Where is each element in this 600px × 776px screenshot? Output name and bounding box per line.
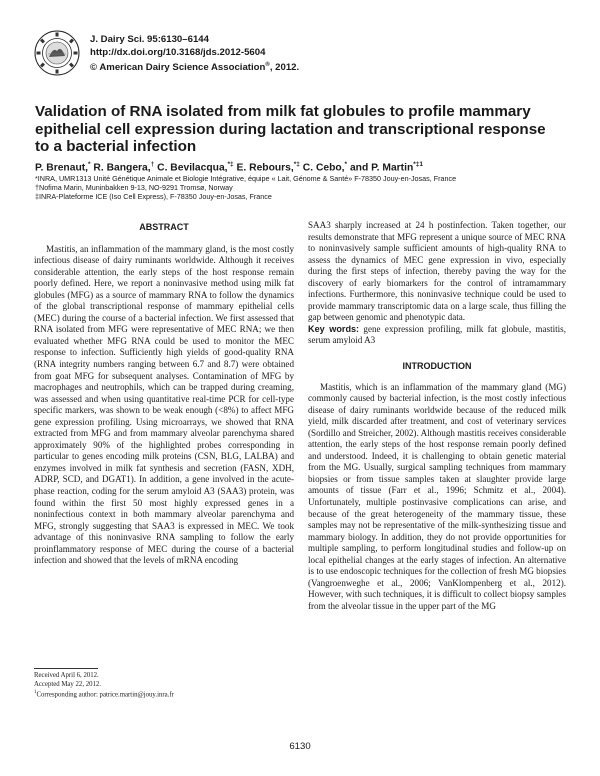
author: C. Cebo, bbox=[299, 162, 345, 174]
author-mark: *‡ bbox=[293, 161, 300, 168]
ads-association-logo bbox=[34, 30, 80, 76]
page-number: 6130 bbox=[289, 741, 311, 752]
footnotes bbox=[34, 672, 294, 700]
author-mark: † bbox=[150, 161, 155, 168]
author-mark: * bbox=[88, 161, 91, 168]
affiliations bbox=[35, 175, 575, 202]
author: and P. Martin bbox=[347, 162, 414, 174]
author: P. Brenaut, bbox=[35, 162, 89, 174]
accepted-date: Accepted May 22, 2012. bbox=[34, 680, 102, 688]
abstract-body: Mastitis, an inflammation of the mammary gland, is the most costly infectious disease of dairy ruminants worldwide. Although it receives considerable attention, the early steps of the host response remain poorly defined. Here, we report a noninvasive method using milk fat globules (MFG) as a source of mammary RNA to follow the dynamics of the global transcriptional response of mammary epithelial cells (MEC) during the course of a bacterial infection. We first assessed that RNA isolated from MFG were representative of MEC RNA; we then evaluated whether MFG RNA could be used to monitor the MEC response to infection. Sufficiently high yields of good-quality RNA (RNA integrity numbers ranging between 6.7 and 8.7) were obtained from goat MFG for subsequent analyses. Contamination of MFG by macrophages and neutrophils, which can be trapped during creaming, was assessed and when using quantitative real-time PCR for cell-type specific markers, was shown to be weak enough (<8%) to affect MFG gene expression profiling. Using microarrays, we showed that RNA extracted from MFG and from mammary alveolar parenchyma shared approximately 90% of the highlighted probes corresponding in particular to genes encoding milk proteins (CSN, BLG, LALBA) and enzymes involved in milk fat synthesis and secretion (FASN, XDH, ADRP, SCD, and DGAT1). In addition, a gene involved in the acute-phase reaction, coding for the serum amyloid A3 (SAA3) protein, was found within the first 50 most highly expressed genes in a noninfectious context in both mammary alveolar parenchyma and MFG, strongly suggesting that SAA3 is expressed in MEC. We took advantage of this noninvasive RNA sampling to follow the early proinflammatory response of MEC during the course of a bacterial infection and showed that the levels of mRNA encoding bbox=[34, 243, 294, 566]
received-date: Received April 6, 2012. bbox=[34, 672, 99, 679]
author: C. Bevilacqua, bbox=[154, 162, 228, 174]
corresponding-author: $^1$Corresponding author: patrice.martin@jouy.inra.fr bbox=[34, 690, 174, 699]
keywords-text: gene expression profiling, milk fat globule, mastitis, serum amyloid A3 bbox=[308, 323, 566, 346]
left-column bbox=[34, 222, 294, 567]
affiliation: ‡INRA-Plateforme ICE (Iso Cell Express), F-78350 Jouy-en-Josas, France bbox=[35, 191, 272, 201]
journal-meta bbox=[90, 34, 299, 75]
copyright-line: © American Dairy Science Association®, 2012. bbox=[90, 62, 300, 74]
journal-citation: J. Dairy Sci. 95:6130–6144 bbox=[90, 34, 209, 45]
author-mark: *‡1 bbox=[413, 161, 424, 168]
abstract-continuation: SAA3 sharply increased at 24 h postinfection. Taken together, our results demonstrate that MFG represent a unique source of MEC RNA to noninvasively sample sufficient amounts of high-quality RNA to assess the dynamics of MEC gene expression in vivo, especially during the first steps of infection, thereby paving the way for the discovery of early biomarkers for the control of intramammary infections. Furthermore, this noninvasive technique could be used to provide mammary transcriptomic data on a large scale, thus filling the gap between genomic and phenotypic data. bbox=[308, 220, 566, 323]
footnote-rule bbox=[34, 668, 98, 669]
author-mark: * bbox=[344, 161, 348, 168]
abstract-heading: ABSTRACT bbox=[139, 222, 189, 232]
keywords bbox=[308, 324, 566, 347]
affiliation: †Nofima Marin, Muninbakken 9-13, NO-9291 Tromsø, Norway bbox=[35, 182, 233, 192]
author: R. Bangera, bbox=[90, 162, 151, 174]
keywords-label: Key words: bbox=[308, 323, 360, 334]
doi-link[interactable]: http://dx.doi.org/10.3168/jds.2012-5604 bbox=[90, 46, 266, 58]
author: E. Rebours, bbox=[233, 162, 294, 174]
introduction-body: Mastitis, which is an inflammation of the mammary gland (MG) commonly caused by bacterial infection, is the most costly infectious disease of dairy ruminants worldwide because of the reduced milk yield, milk discarded after treatment, and cost of veterinary services (Sordillo and Streicher, 2002). Although mastitis receives considerable attention, the early steps of the host response remain poorly defined and understood. Indeed, it is challenging to obtain genetic material from the MG. Usually, surgical sampling techniques from mammary biopsies or from tissue samples taken at slaughter provide large amounts of tissue (Farr et al., 1996; Schmitz et al., 2004). Unfortunately, multiple postinvasive complications can arise, and because of the great heterogeneity of the mammary tissue, these samples may not be representative of the milk-synthesizing tissue and mammary biology. In addition, they do not provide opportunities for multiple sampling, to perform longitudinal studies and follow-up on local epithelial changes at the early stages of infection. An alternative is to use endoscopic techniques for the collection of fresh MG biopsies (Vangroenweghe et al., 2006; VanKlompenberg et al., 2012). However, with such techniques, it is difficult to collect biopsy samples from the alveolar tissue in the upper part of the MG bbox=[308, 381, 566, 611]
right-column bbox=[308, 220, 566, 613]
introduction-heading: INTRODUCTION bbox=[402, 361, 472, 372]
author-list bbox=[35, 161, 575, 173]
affiliation: *INRA, UMR1313 Unité Génétique Animale et Biologie Intégrative, équipe « Lait, Génome & Santé» F-78350 Jouy-en-Josas, France bbox=[35, 174, 457, 183]
article-title: Validation of RNA isolated from milk fat globules to profile mammary epithelial cell expression during lactation and transcriptional response to a bacterial infection bbox=[35, 103, 546, 156]
author-mark: *‡ bbox=[227, 161, 234, 168]
